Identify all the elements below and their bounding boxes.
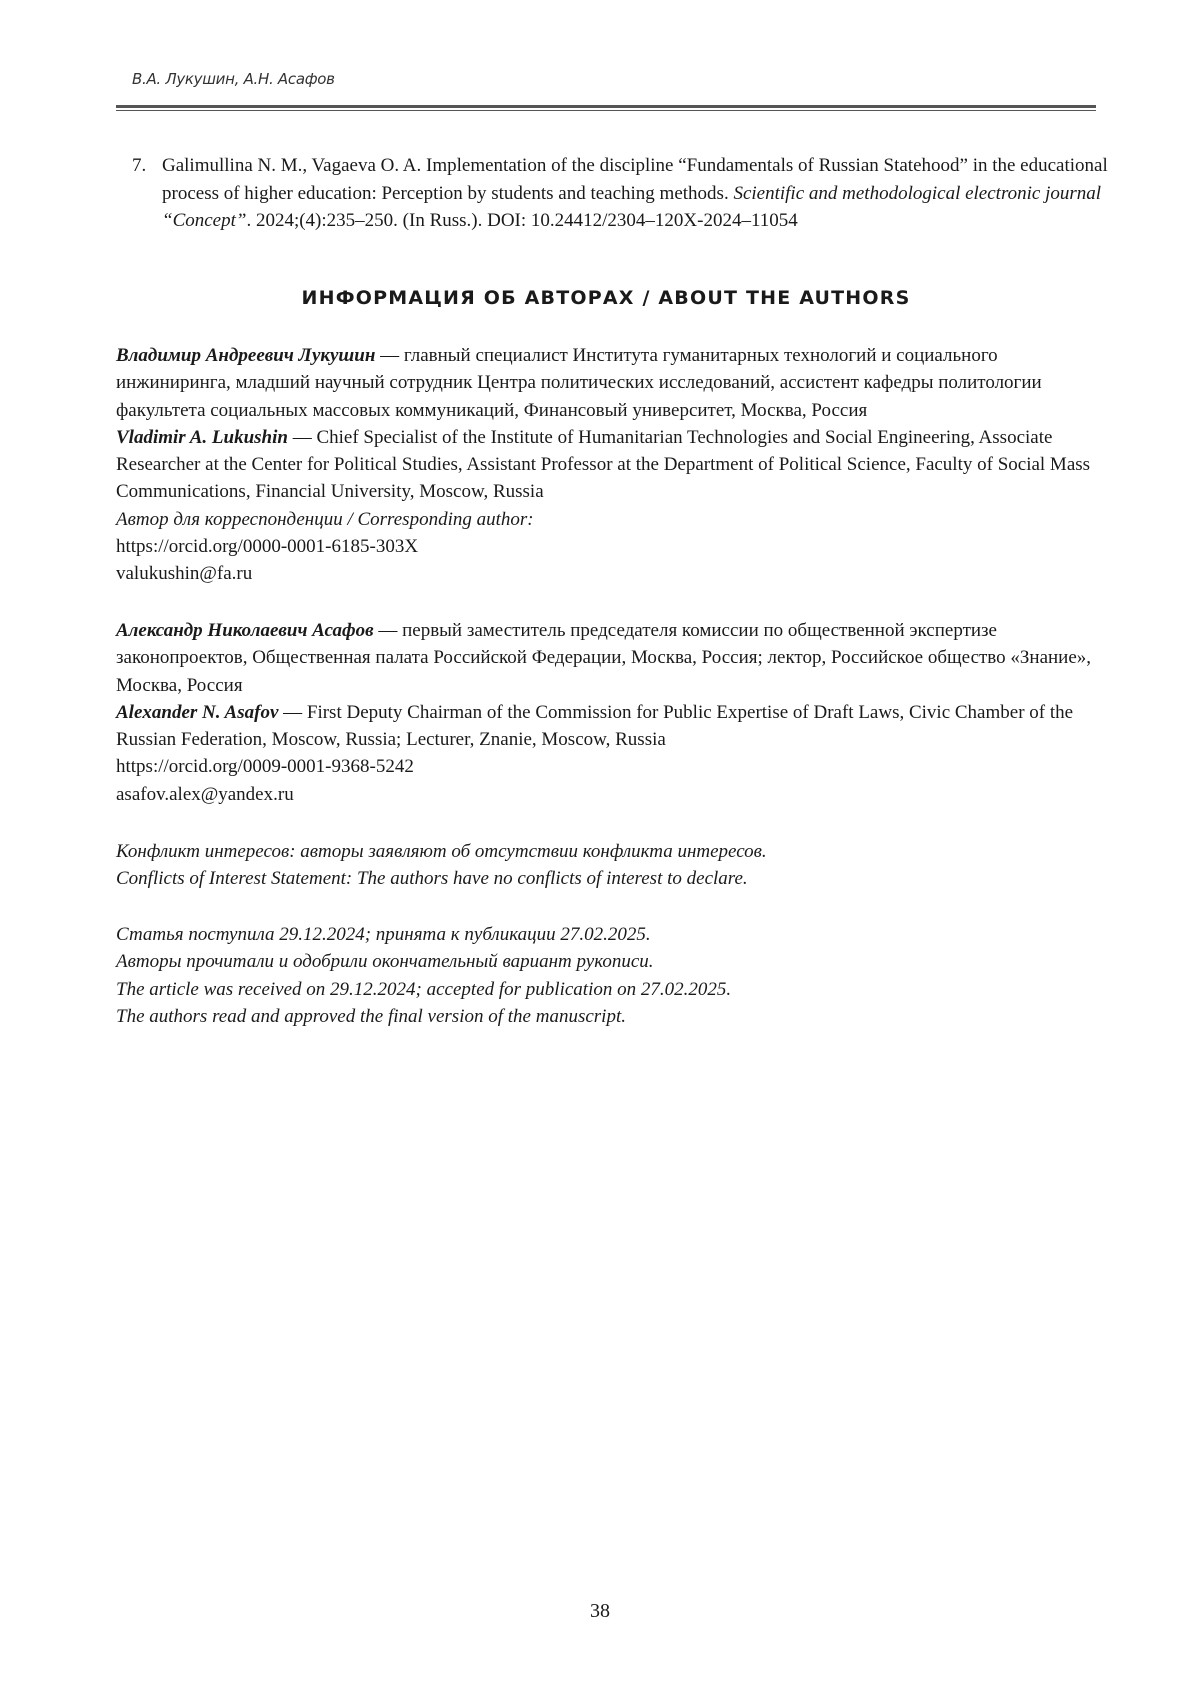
author2-bio-en-text: — First Deputy Chairman of the Commission for Public Expertise of Draft Laws, Civic Chamber of the Russian Federation, Moscow, Russia; Lecturer, Znanie, Moscow, Russia — [116, 701, 1074, 751]
section-title: ИНФОРМАЦИЯ ОБ АВТОРАХ / ABOUT THE AUTHORS — [301, 287, 911, 309]
conflicts-en: Conflicts of Interest Statement: The authors have no conflicts of interest to declare. — [116, 868, 748, 890]
author2-name-en: Alexander N. Asafov — [116, 701, 279, 723]
author2-orcid[interactable]: https://orcid.org/0009-0001-9368-5242 — [116, 756, 414, 778]
reference-number: 7. — [132, 155, 147, 176]
dates-block — [116, 921, 1101, 1030]
reference-journal: Scientific and methodological electronic journal “Concept” — [162, 182, 1102, 231]
author2-email[interactable]: asafov.alex@yandex.ru — [116, 783, 294, 805]
author2-block — [116, 617, 1101, 808]
author1-name-ru: Владимир Андреевич Лукушин — [116, 345, 376, 366]
conflicts-block — [116, 838, 1101, 893]
author1-corresponding: Автор для корреспонденции / Corresponding author: — [116, 508, 534, 530]
author2-bio-en — [116, 699, 1101, 754]
running-head: В.А. Лукушин, А.Н. Асафов — [132, 70, 335, 88]
author1-name-en: Vladimir A. Lukushin — [116, 426, 288, 448]
author1-bio-en — [116, 424, 1101, 506]
received-en: The article was received on 29.12.2024; accepted for publication on 27.02.2025. — [116, 978, 732, 1000]
page-number: 38 — [590, 1600, 610, 1622]
reference-text: Galimullina N. M., Vagaeva O. A. Implementation of the discipline “Fundamentals of Russian Statehood” in the educational process of higher education: Perception by students and teaching methods. — [162, 155, 1108, 204]
author1-block — [116, 342, 1101, 588]
approved-ru: Авторы прочитали и одобрили окончательный вариант рукописи. — [116, 951, 654, 973]
author1-orcid[interactable]: https://orcid.org/0000-0001-6185-303X — [116, 536, 419, 558]
approved-en: The authors read and approved the final version of the manuscript. — [116, 1005, 626, 1027]
reference-item — [132, 152, 1126, 235]
header-rule-thick — [116, 105, 1096, 108]
author1-bio-en-text: — Chief Specialist of the Institute of Humanitarian Technologies and Social Engineering, Associate Researcher at the Center for Political Studies, Assistant Professor at the Department of Political Science, Faculty of Social Mass Communications, Financial University, Moscow, Russia — [116, 426, 1091, 503]
author1-bio-ru-text: — главный специалист Института гуманитарных технологий и социального инжиниринга, младший научный сотрудник Центра политических исследований, ассистент кафедры политологии факультета социальных массовых коммуникаций, Финансовый университет, Москва, Россия — [116, 345, 1042, 421]
author1-bio-ru — [116, 342, 1101, 424]
conflicts-ru: Конфликт интересов: авторы заявляют об отсутствии конфликта интересов. — [116, 841, 767, 862]
author1-email[interactable]: valukushin@fa.ru — [116, 563, 253, 585]
author2-bio-ru-text: — первый заместитель председателя комиссии по общественной экспертизе законопроектов, Общественная палата Российской Федерации, Москва, Россия; лектор, Российское общество «Знание», Москва, Россия — [116, 620, 1092, 696]
reference-tail: . 2024;(4):235–250. (In Russ.). DOI: 10.24412/2304–120X-2024–11054 — [246, 210, 798, 231]
author2-bio-ru — [116, 617, 1101, 699]
received-ru: Статья поступила 29.12.2024; принята к публикации 27.02.2025. — [116, 924, 651, 945]
header-rule-thin — [116, 110, 1096, 111]
author2-name-ru: Александр Николаевич Асафов — [116, 620, 374, 641]
